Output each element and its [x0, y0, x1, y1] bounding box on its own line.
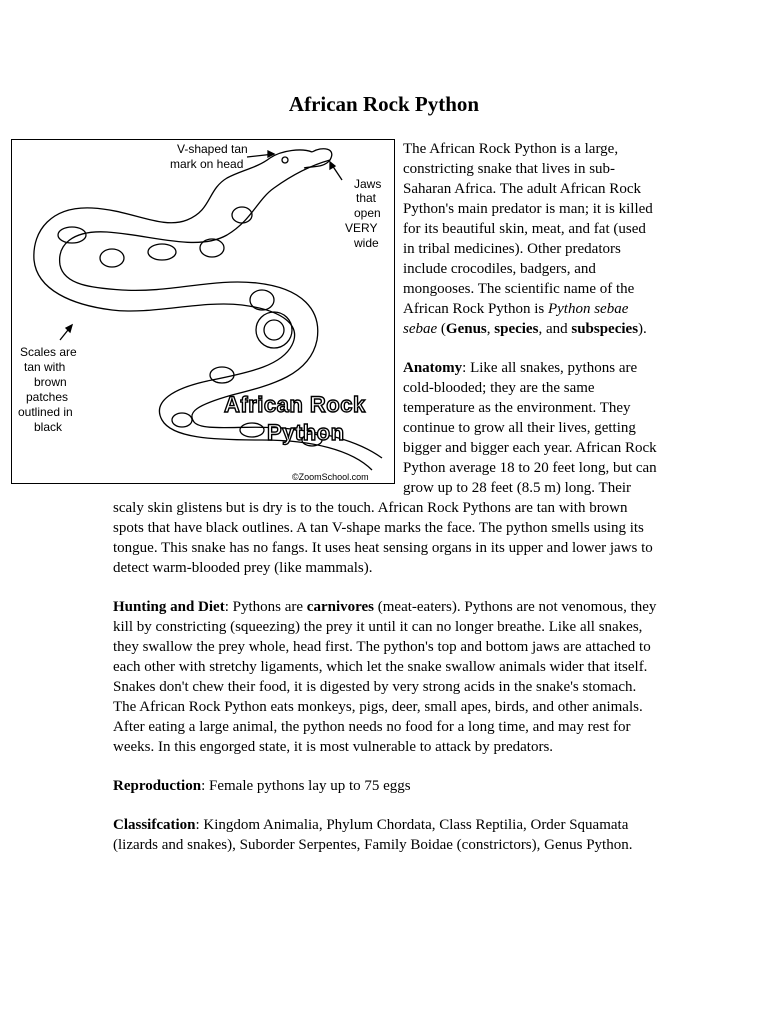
reproduction-paragraph: Reproduction: Female pythons lay up to 75 eggs: [113, 778, 411, 794]
label-head-line2: mark on head: [170, 157, 244, 171]
figure-title-line2: Python: [267, 420, 345, 445]
intro-paragraph: The African Rock Python is a large, constricting snake that lives in sub-Saharan Africa. The adult African Rock Python's main predator is man; it is killed for its beautiful skin, meat, and fat (used in tribal medicines). Other predators include crocodiles, badgers, and mongooses. The scientific name of the African Rock Python is Python sebae sebae (Genus, species, and subspecies).: [403, 141, 653, 337]
label-scales-line6: black: [34, 420, 63, 434]
figure-title-line1: African Rock: [224, 392, 366, 417]
page-title: African Rock Python: [288, 92, 480, 116]
classification-heading: Classifcation: [113, 817, 196, 833]
label-scales-line4: patches: [26, 390, 69, 404]
hunting-paragraph: Hunting and Diet: Pythons are carnivores (meat-eaters). Pythons are not venomous, they kill by constricting (squeezing) the prey it until it can no longer breathe. Like all snakes, they swallow the prey whole, head first. The python's top and bottom jaws are attached to each other with stretchy ligaments, which let the snake swallow animals wider that itself. Snakes don't chew their food, it is digested by very strong acids in the snake's stomach. The African Rock Python eats monkeys, pigs, deer, small apes, birds, and other animals. After eating a large animal, the python needs no food for a long time, and may rest for weeks. In this engorged state, it is most vulnerable to attack by predators.: [113, 599, 657, 755]
label-scales-line3: brown: [34, 375, 67, 389]
label-jaws-line4: VERY: [345, 221, 378, 235]
article-body: [113, 139, 661, 874]
figure-credit: ©ZoomSchool.com: [292, 472, 369, 482]
scientific-name: Python sebae sebae: [403, 301, 629, 337]
hunting-heading: Hunting and Diet: [113, 599, 225, 615]
label-jaws-line5: wide: [354, 236, 379, 250]
label-scales-line5: outlined in: [18, 405, 73, 419]
label-jaws-line2: that: [356, 191, 377, 205]
anatomy-paragraph: Anatomy: Like all snakes, pythons are cold-blooded; they are the same temperature as the environment. They continue to grow all their lives, getting bigger and bigger each year. African Rock Python average 18 to 20 feet long, but can grow up to 28 feet (8.5 m) long. Their scaly skin glistens but is dry is to the touch. African Rock Pythons are tan with brown spots that have black outlines. A tan V-shape marks the face. The python smells using its tongue. This snake has no fangs. It uses heat sensing organs in its upper and lower jaws to detect warm-blooded prey (like mammals).: [113, 360, 657, 576]
label-jaws-line3: open: [354, 206, 381, 220]
classification-paragraph: Classifcation: Kingdom Animalia, Phylum Chordata, Class Reptilia, Order Squamata (lizards and snakes), Suborder Serpentes, Family Boidae (constrictors), Genus Python.: [113, 817, 633, 853]
reproduction-heading: Reproduction: [113, 778, 202, 794]
label-scales-line1: Scales are: [20, 345, 77, 359]
label-scales-line2: tan with: [24, 360, 66, 374]
label-jaws-line1: Jaws: [354, 177, 382, 191]
label-head-line1: V-shaped tan: [177, 142, 248, 156]
anatomy-heading: Anatomy: [403, 360, 463, 376]
